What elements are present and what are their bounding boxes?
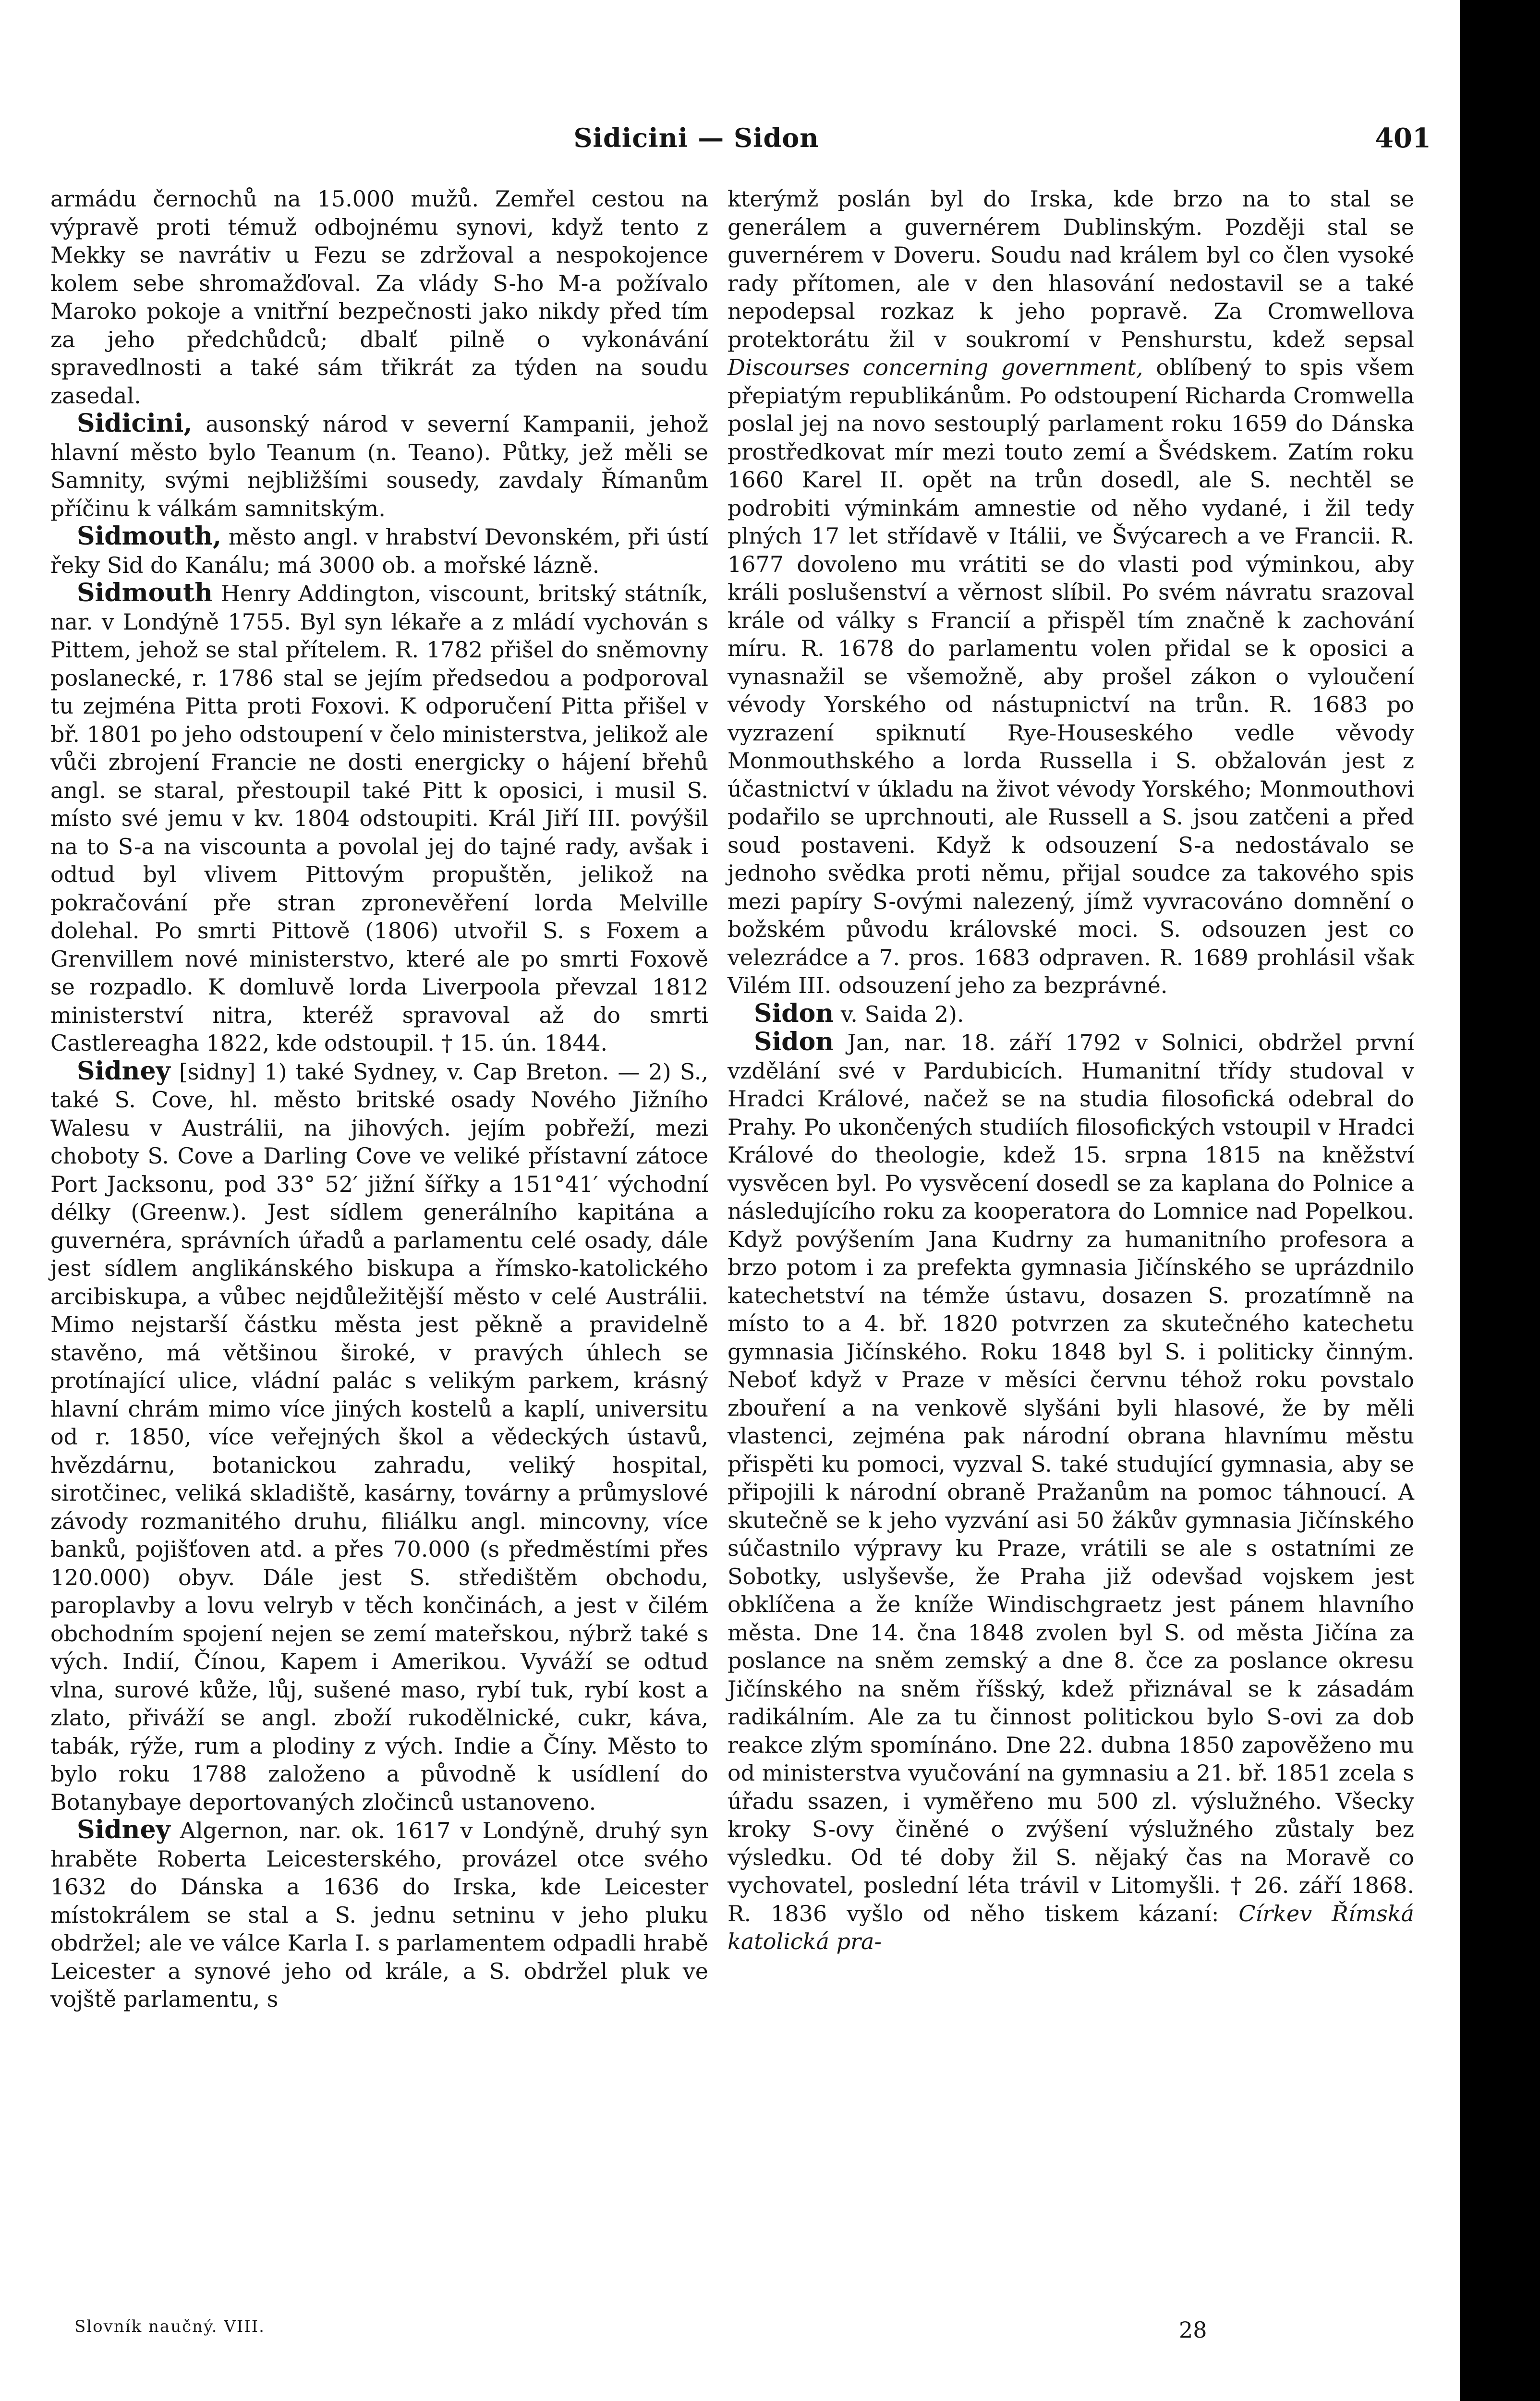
entry-headword: Sidney [77,1815,170,1844]
entry-sidon-ref [728,1000,1414,1029]
entry-headword: Sidmouth, [77,521,222,551]
entry-headword: Sidon [754,998,834,1028]
entry-text: město angl. v hrabství Devonském, při ústí řeky Sid do Kanálu; má 3000 ob. a mořské lázně. [50,524,708,578]
entry-text: oblíbený to spis všem přepiatým republikánům. Po odstoupení Richarda Cromwella poslal jej na novo sestouplý parlament roku 1659 do Dánska prostředkovat mír mezi touto zemí a Švédskem. Zatím roku 1660 Karel II. opět na trůn dosedl, ale S. nechtěl se podrobiti výminkám amnestie od něho vydané, i žil tedy plných 17 let střídavě v Itálii, ve Švýcarech a ve Francii. R. 1677 dovoleno mu vrátiti se do vlasti pod výminkou, aby králi poslušenství a věrnost slíbil. Po svém návratu srazoval krále od války s Francií a přispěl tím značně k zachování míru. R. 1678 do parlamentu volen přidal se k oposici a vynasnažil se všemožně, aby prošel zákon o vyloučení vévody Yorského od nástupnictví na trůn. R. 1683 po vyzrazení spiknutí Rye-Houseského vedle věvody Monmouthského a lorda Russella i S. obžalován jest z účastnictví v úkladu na život vévody Yorského; Monmouthovi podařilo se uprchnouti, ale Russell a S. jsou zatčeni a před soud postaveni. Když k odsouzení S-a nedostávalo se jednoho svědka proti němu, přijal soudce za takového spis mezi papíry S-ovými nalezený, jímž vyvracováno domnění o božském původu královské moci. S. odsouzen jest co velezrádce a 7. pros. 1683 odpraven. R. 1689 prohlásil však Vilém III. odsouzení jeho za bezprávné. [728,354,1414,998]
page-header [0,122,1460,166]
sheet-number: 28 [1179,2317,1207,2343]
entry-text: v. Saida 2). [834,1001,964,1027]
entry-continuation [50,185,708,410]
entry-headword: Sidicini, [77,409,193,438]
entry-headword: Sidmouth [77,578,213,607]
entry-text: Jan, nar. 18. září 1792 v Solnici, obdržel první vzdělání své v Pardubicích. Humanitní třídy studoval v Hradci Králové, načež se na studia filosofická odebral do Prahy. Po ukončených studiích filosofických vstoupil v Hradci Králové do theologie, kdež 15. srpna 1815 na kněžství vysvěcen byl. Po vysvěcení dosedl se za kaplana do Polnice a následujícího roku za kooperatora do Lomnice nad Popelkou. Když povýšením Jana Kudrny za humanitního profesora a brzo potom i za prefekta gymnasia Jičínského se uprázdnilo katechetství na témže ústavu, dosazen S. prozatímně na místo to a 4. bř. 1820 potvrzen za skutečného katechetu gymnasia Jičínského. Roku 1848 byl S. i politicky činným. Neboť když v Praze v měsíci červnu téhož roku povstalo zbouření a na venkově slyšáni byli hlasové, že by měli vlastenci, zejména pak národní obrana hlavnímu městu přispěti ku pomoci, vyzval S. také studující gymnasia, aby se připojili k národní obraně Pražanům na pomoc táhnoucí. A skutečně se k jeho vyzvání asi 50 žákův gymnasia Jičínského súčastnilo výpravy ku Praze, vrátili se ale s ostatními ze Sobotky, uslyševše, že Praha již odevšad vojskem jest obklíčena a že kníže Windischgraetz jest pánem hlavního města. Dne 14. čna 1848 zvolen byl S. od města Jičína za poslance na sněm zemský a dne 8. čce za poslance okresu Jičínského na sněm říšský, kdež přiznával se k zásadám radikálním. Ale za tu činnost politickou bylo S-ovi za dob reakce zlým spomínáno. Dne 22. dubna 1850 zapověženo mu od ministerstva vyučování na gymnasiu a 21. bř. 1851 zcela s úřadu ssazen, i vyměřeno mu 500 zl. výslužného. Všecky kroky S-ovy činěné o zvýšení výslužného zůstaly bez výsledku. Od té doby žil S. nějaký čas na Moravě co vychovatel, poslední léta trávil v Litomyšli. † 26. září 1868. R. 1836 vyšlo od něho tiskem kázaní: [728,1030,1414,1927]
page-number: 401 [1375,122,1431,154]
book-title: Církev Římská katolická pra- [728,1900,1414,1954]
right-column [728,185,1414,1956]
entry-sidney-algernon [50,1816,708,2013]
entry-continuation [728,185,1414,1000]
signature-mark: Slovník naučný. VIII. [74,2317,265,2336]
running-title: Sidicini — Sidon [573,122,819,153]
entry-sidicini [50,410,708,522]
entry-text: Henry Addington, viscount, britský státník, nar. v Londýně 1755. Byl syn lékaře a z mládí vychován s Pittem, jehož se stal přítelem. R. 1782 přišel do sněmovny poslanecké, r. 1786 stal se jejím předsedou a podporoval tu zejména Pitta proti Foxovi. K odporučení Pitta přišel v bř. 1801 po jeho odstoupení v čelo ministerstva, jelikož ale vůči zbrojení Francie ne dosti energicky o hájení břehů angl. se staral, přestoupil také Pitt k oposici, i musil S. místo své jemu v kv. 1804 odstoupiti. Král Jiří III. povýšil na to S-a na viscounta a povolal jej do tajné rady, avšak i odtud byl vlivem Pittovým propuštěn, jelikož na pokračování pře stran zpronevěření lorda Melville dolehal. Po smrti Pittově (1806) utvořil S. s Foxem a Grenvillem nové ministerstvo, které ale po smrti Foxově se rozpadlo. K domluvě lorda Liverpoola převzal 1812 ministerství nitra, kteréž spravoval až do smrti Castlereagha 1822, kde odstoupil. † 15. ún. 1844. [50,581,708,1056]
entry-sidon-jan [728,1028,1414,1956]
book-title: Discourses concerning government, [728,354,1143,380]
entry-text: Algernon, nar. ok. 1617 v Londýně, druhý syn hraběte Roberta Leicesterského, provázel otce svého 1632 do Dánska a 1636 do Irska, kde Leicester místokrálem se stal a S. jednu setninu v jeho pluku obdržel; ale ve válce Karla I. s parlamentem odpadli hrabě Leicester a synové jeho od krále, a S. obdržel pluk ve vojště parlamentu, s [50,1818,708,2012]
entry-sidney-city [50,1057,708,1817]
entry-text: ausonský národ v severní Kampanii, jehož hlavní město bylo Teanum (n. Teano). Půtky, jež měli se Samnity, svými nejbližšími sousedy, zavdaly Římanům příčinu k válkám samnitským. [50,411,708,521]
entry-sidmouth-addington [50,579,708,1057]
entry-text: kterýmž poslán byl do Irska, kde brzo na to stal se generálem a guvernérem Dublinským. Později stal se guvernérem v Doveru. Soudu nad králem byl co člen vysoké rady přítomen, ale v den hlasování nedostavil se a také nepodepsal rozkaz k jeho popravě. Za Cromwellova protektorátu žil v soukromí v Penshurstu, kdež sepsal [728,186,1414,352]
entry-headword: Sidney [77,1056,170,1086]
entry-sidmouth-town [50,522,708,579]
entry-headword: Sidon [754,1027,834,1056]
entry-text: armádu černochů na 15.000 mužů. Zemřel cestou na výpravě proti témuž odbojnému synovi, když tento z Mekky se navrátiv u Fezu se zdržoval a nespokojence kolem sebe shromažďoval. Za vlády S-ho M-a požívalo Maroko pokoje a vnitřní bezpečnosti jako nikdy před tím za jeho předchůdců; dbalť pilně o vykonávání spravedlnosti a také sám třikrát za týden na soudu zasedal. [50,186,708,409]
left-column [50,185,708,2013]
entry-text: [sidny] 1) také Sydney, v. Cap Breton. — 2) S., také S. Cove, hl. město britské osady Nového Jižního Walesu v Austrálii, na jihových. jejím pobřeží, mezi choboty S. Cove a Darling Cove ve veliké přístavní zátoce Port Jacksonu, pod 33° 52′ jižní šířky a 151°41′ východní délky (Greenw.). Jest sídlem generálního kapitána a guvernéra, správních úřadů a parlamentu celé osady, dále jest sídlem anglikánského biskupa a římsko-katolického arcibiskupa, a vůbec nejdůležitější město v celé Austrálii. Mimo nejstarší částku města jest pěkně a pravidelně stavěno, má většinou široké, v pravých úhlech se protínající ulice, vládní palác s velikým parkem, krásný hlavní chrám mimo více jiných kostelů a kaplí, universitu od r. 1850, více veřejných škol a vědeckých ústavů, hvězdárnu, botanickou zahradu, veliký hospital, sirotčinec, veliká skladiště, kasárny, továrny a průmyslové závody rozmanitého druhu, filiálku angl. mincovny, více banků, pojišťoven atd. a přes 70.000 (s předměstími přes 120.000) obyv. Dále jest S. středištěm obchodu, paroplavby a lovu velryb v těch končinách, a jest v čilém obchodním spojení nejen se zemí mateřskou, nýbrž také s vých. Indií, Čínou, Kapem i Amerikou. Vyváží se odtud vlna, surové kůže, lůj, sušené maso, rybí tuk, rybí kost a zlato, přiváží se angl. zboží rukodělnické, cukr, káva, tabák, rýže, rum a plodiny z vých. Indie a Číny. Město to bylo roku 1788 založeno a původně k usídlení do Botanybaye deportovaných zločinců ustanoveno. [50,1058,708,1815]
